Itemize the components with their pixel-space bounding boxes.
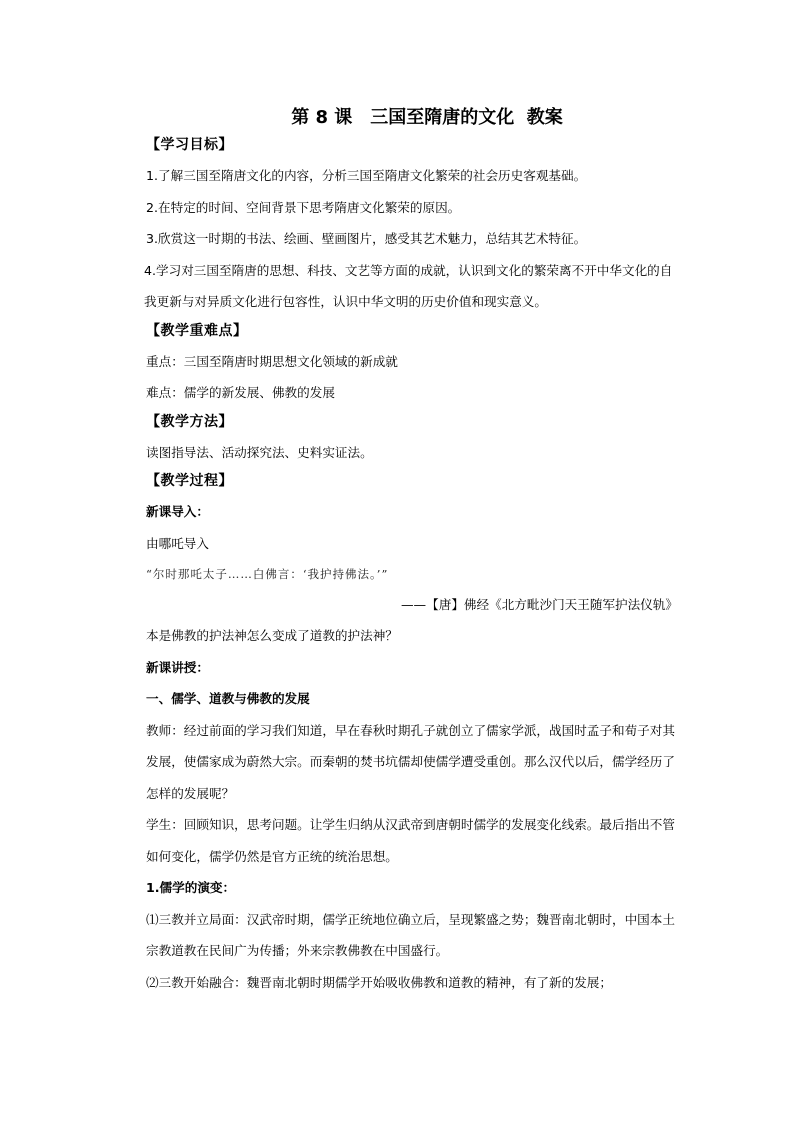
key-point-difficult: 难点：儒学的新发展、佛教的发展 (146, 385, 335, 400)
quote-source: ——【唐】佛经《北方毗沙门天王随军护法仪轨》 (400, 597, 678, 612)
intro-question: 本是佛教的护法神怎么变成了道教的护法神？ (146, 628, 398, 643)
key-point-important: 重点：三国至隋唐时期思想文化领域的新成就 (146, 353, 398, 369)
intro-quote: “尔时那吒太子……白佛言：‘我护持佛法。’” (146, 567, 389, 581)
teacher-paragraph: 教师：经过前面的学习我们知道，早在春秋时期孔子就创立了儒家学派，战国时孟子和荀子对其发展，使儒家成为蔚然大宗。而秦朝的焚书坑儒却使儒学遭受重创。那么汉代以后，儒学经历了怎样的发展呢？ (146, 722, 675, 801)
goal-item-3: 3.欣赏这一时期的书法、绘画、壁画图片，感受其艺术魅力，总结其艺术特征。 (146, 231, 587, 246)
section-heading-key-points: 【教学重难点】 (146, 322, 248, 339)
point-2: ⑵三教开始融合：魏晋南北朝时期儒学开始吸收佛教和道教的精神，有了新的发展； (146, 974, 612, 990)
goal-item-2: 2.在特定的时间、空间背景下思考隋唐文化繁荣的原因。 (146, 199, 461, 215)
intro-label: 新课导入： (146, 504, 209, 519)
page-title: 第 8 课 三国至隋唐的文化 教案 (291, 107, 563, 128)
lecture-label: 新课讲授： (146, 659, 209, 675)
goal-item-1: 1.了解三国至隋唐文化的内容，分析三国至隋唐文化繁荣的社会历史客观基础。 (146, 168, 587, 183)
point-1: ⑴三教并立局面：汉武帝时期，儒学正统地位确立后，呈现繁盛之势；魏晋南北朝时，中国本土宗教道教在民间广为传播；外来宗教佛教在中国盛行。 (146, 911, 675, 958)
section-heading-process: 【教学过程】 (146, 473, 233, 489)
goal-item-4: 4.学习对三国至隋唐的思想、科技、文艺等方面的成就，认识到文化的繁荣离不开中华文化的自我更新与对异质文化进行包容性，认识中华文明的历史价值和现实意义。 (144, 262, 673, 309)
student-paragraph: 学生：回顾知识，思考问题。让学生归纳从汉武帝到唐朝时儒学的发展变化线索。最后指出不管如何变化，儒学仍然是官方正统的统治思想。 (146, 817, 675, 864)
section-heading-methods: 【教学方法】 (146, 413, 233, 430)
part1-title: 一、儒学、道教与佛教的发展 (146, 691, 310, 706)
intro-text: 由哪吒导入 (146, 535, 209, 551)
section-heading-goals: 【学习目标】 (146, 137, 233, 153)
document-content (146, 104, 678, 998)
methods-text: 读图指导法、活动探究法、史料实证法。 (146, 444, 373, 460)
sub1-title: 1.儒学的演变： (146, 880, 236, 895)
